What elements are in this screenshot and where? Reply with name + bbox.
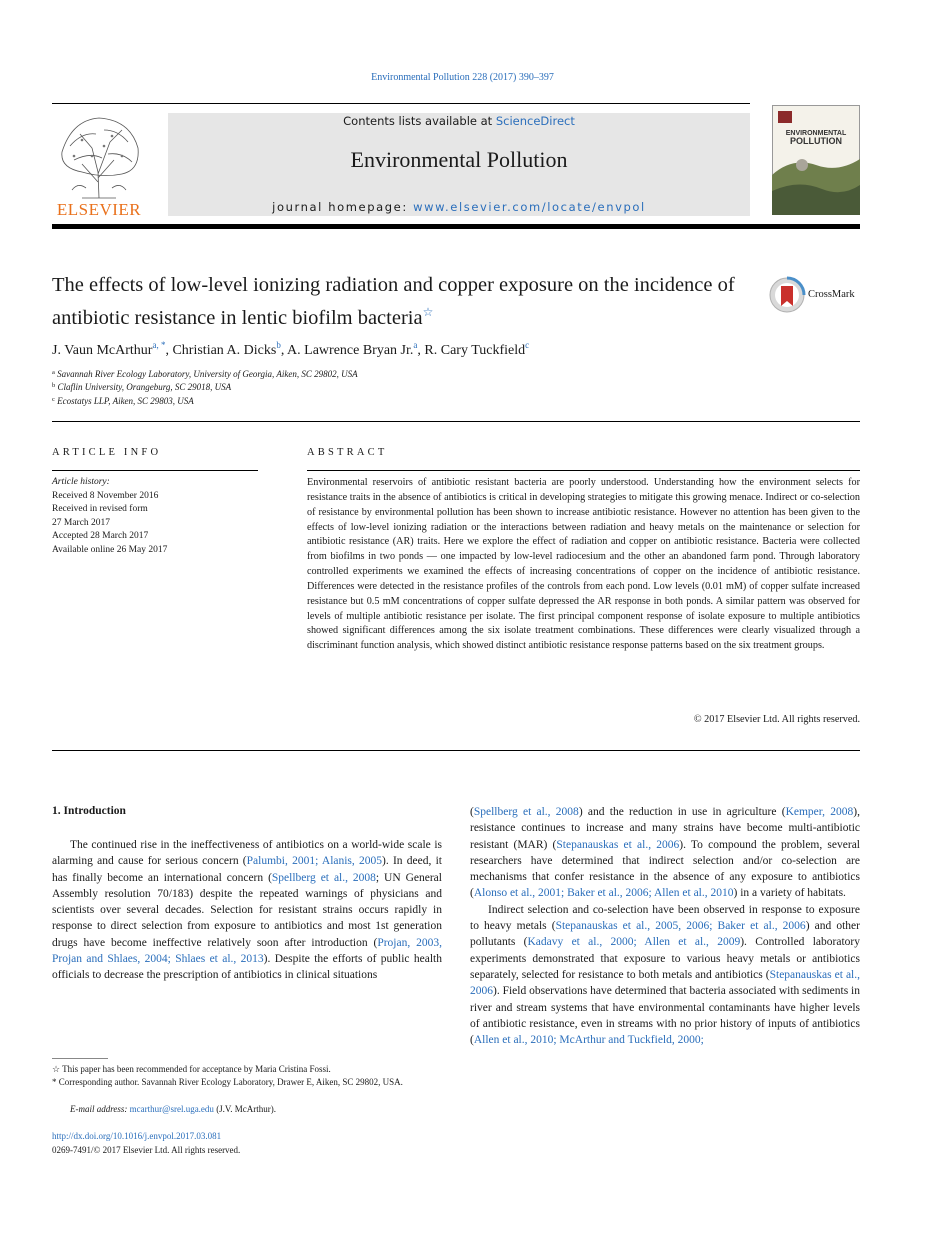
body-text: ) in a variety of habitats. [733,887,846,900]
body-column-right [470,804,860,1048]
homepage-link[interactable]: www.elsevier.com/locate/envpol [413,200,646,214]
body-column-left [52,837,442,984]
citation-link[interactable]: Allen et al., 2010; McArthur and Tuckfield, 2000; [473,1034,704,1047]
article-info-rule [52,470,258,471]
footnote-star: ☆ This paper has been recommended for acceptance by Maria Cristina Fossi. [52,1064,331,1074]
citation-link[interactable]: Spellberg et al., 2008 [271,871,376,884]
intro-paragraph [470,804,860,902]
history-label: Article history: [52,477,110,487]
introduction-heading: 1. Introduction [52,805,126,817]
abstract-heading: ABSTRACT [307,447,388,458]
citation-link[interactable]: Stepanauskas et al., 2006 [556,838,680,851]
affiliation-b [52,382,231,392]
doi-link[interactable]: http://dx.doi.org/10.1016/j.envpol.2017.03.081 [52,1131,222,1141]
body-text: ). In deed, it has finally become an international concern ( [52,855,442,884]
author-separator: , [165,343,173,358]
body-text: ) and the reduction in use in agriculture ( [578,806,786,818]
header-rule [52,103,750,104]
issn-line: 0269-7491/© 2017 Elsevier Ltd. All rights reserved. [52,1145,241,1155]
footnote-corresponding: * Corresponding author. Savannah River Ecology Laboratory, Drawer E, Aiken, SC 29802, USA. [52,1077,403,1087]
author-affiliation-mark[interactable]: b [276,340,281,350]
body-text: ). Despite the efforts of public health officials to decrease the prescription of antibiotics in clinical situations [52,953,442,982]
email-link[interactable]: mcarthur@srel.uga.edu [129,1104,214,1114]
abstract-copyright: © 2017 Elsevier Ltd. All rights reserved. [693,714,860,725]
citation-link[interactable]: Projan, 2003, Projan and Shlaes, 2004; Shlaes et al., 2013 [52,936,442,966]
body-text: ) and other pollutants ( [470,920,860,949]
affiliation-c [52,396,194,406]
abstract-bottom-rule [52,750,860,751]
affiliation-text: Ecostatys LLP, Aiken, SC 29803, USA [57,396,194,406]
article-title-text: The effects of low-level ionizing radiation and copper exposure on the incidence of antibiotic resistance in lentic biofilm bacteria [52,274,735,329]
author-affiliation-mark[interactable]: a, * [152,340,166,350]
footnote-rule [52,1058,108,1059]
citation-link[interactable]: Stepanauskas et al., 2006 [470,968,860,998]
article-info-heading: ARTICLE INFO [52,447,162,458]
author-affiliation-mark[interactable]: c [525,340,530,350]
section-rule [52,421,860,422]
citation-link[interactable]: Spellberg et al., 2008 [473,806,579,818]
author-separator: , [417,343,425,358]
body-text: ; UN General Assembly resolution 70/183) despite the repeated warnings of physicians and scientists over several decades. Selection for resistant strains occurs rapidly in response to direct selection from exposure to antibiotics and most 1st generation drugs have become ineffective relatively soon after introduction ( [52,871,442,949]
author-name: A. Lawrence Bryan Jr. [287,343,414,358]
journal-title: Environmental Pollution [350,147,568,172]
email-label: E-mail address: [70,1104,130,1114]
journal-reference[interactable]: Environmental Pollution 228 (2017) 390–397 [371,72,554,83]
body-text: The continued rise in the ineffectiveness of antibiotics on a world-wide scale is alarming and cause for serious concern ( [52,839,442,868]
body-text: ( [470,806,474,818]
intro-paragraph [470,902,860,1049]
contents-line [168,114,750,128]
history-item: 27 March 2017 [52,517,111,528]
abstract-text: Environmental reservoirs of antibiotic resistant bacteria are poorly understood. Understanding how the environment selects for resistance traits in the absence of antibiotics is critical in developing strategies to mitigate this growing menace. Indirect or co-selection of resistance by environmental pollution has been shown to increase antibiotic resistance. However no attention has been given to the effects of low-level ionizing radiation or the interactions between radiation and heavy metals on the maintenance or selection for antibiotic resistance (AR) traits. Here we explore the effect of radiation and copper on antibiotic resistance. Bacteria were collected from biofilms in two ponds — one impacted by low-level radiocesium and the other an abandoned farm pond. Through laboratory controlled experiments we examined the effects of increasing concentrations of copper on the incidence of antibiotic resistance. Differences were detected in the resistance profiles of the controls from each pond. Low levels (0.01 mM) of copper sulfate increased resistance but 0.5 mM concentrations of copper sulfate depressed the AR response in both ponds. A similar pattern was observed for levels of multiple antibiotic resistance per isolate. The first principal component response of isolate exposure to multiple antibiotics showed significant differences among the six isolate treatment combinations. These differences were clearly visualized through a discriminant function analysis, which showed distinct antibiotic resistance response patterns based on the six treatment groups. [307,477,860,652]
affiliation-key: c [52,396,55,403]
affiliation-text: Claflin University, Orangeburg, SC 29018, USA [57,382,232,392]
author-separator: , [280,343,288,358]
sciencedirect-link[interactable]: ScienceDirect [495,114,575,128]
cover-title-2: POLLUTION [790,136,842,146]
email-owner: (J.V. McArthur). [213,1104,277,1114]
history-item: Received 8 November 2016 [52,490,159,501]
journal-cover-image[interactable] [772,105,860,215]
body-text: ), resistance continues to increase and many strains have become multi-antibiotic resistant (MAR) ( [470,806,860,851]
homepage-line [168,200,750,214]
author-list [52,340,529,359]
homepage-prefix: journal homepage: [272,200,414,214]
citation-link[interactable]: Kemper, 2008 [785,806,854,818]
contents-prefix: Contents lists available at [343,114,496,128]
history-item: Available online 26 May 2017 [52,544,168,555]
crossmark-label[interactable]: CrossMark [808,289,855,300]
body-text: ). Field observations have determined that bacteria associated with sediments in river and stream systems that have environmental contaminants have higher levels of antibiotic resistance, even in streams with no prior history of inputs of antibiotics ( [470,985,860,1047]
affiliation-text: Savannah River Ecology Laboratory, University of Georgia, Aiken, SC 29802, USA [57,369,358,379]
history-item: Received in revised form [52,504,148,514]
affiliation-key: b [52,382,56,389]
article-history [52,476,262,557]
citation-link[interactable]: Alonso et al., 2001; Baker et al., 2006; Allen et al., 2010 [473,887,734,900]
affiliation-a [52,369,358,379]
cover-title-1: ENVIRONMENTAL [785,130,847,137]
footnote-email [70,1103,460,1116]
body-text: ). Controlled laboratory experiments demonstrated that exposure to various heavy metals or antibiotics separately, selected for resistance to both metals and antibiotics ( [470,936,860,981]
intro-paragraph [52,837,442,984]
author-name: Christian A. Dicks [172,343,277,358]
author-name: J. Vaun McArthur [52,343,153,358]
author-name: R. Cary Tuckfield [424,343,526,358]
author-affiliation-mark[interactable]: a [413,340,418,350]
citation-link[interactable]: Kadavy et al., 2000; Allen et al., 2009 [527,936,741,949]
citation-link[interactable]: Palumbi, 2001; Alanis, 2005 [246,855,383,868]
title-footnote-mark[interactable]: ☆ [422,305,434,319]
body-text: ). To compound the problem, several researchers have determined that indirect selection and/or co-selection are mechanisms that confer resistance in the absence of any exposure to antibiotics ( [470,838,860,900]
abstract-rule [307,470,860,471]
body-text: Indirect selection and co-selection have been observed in response to exposure to heavy metals ( [470,903,860,933]
elsevier-wordmark: ELSEVIER [56,200,142,219]
affiliation-key: a [52,369,55,376]
article-title [52,272,762,332]
history-item: Accepted 28 March 2017 [52,531,149,541]
header-thick-rule [52,224,860,229]
citation-link[interactable]: Stepanauskas et al., 2005, 2006; Baker et al., 2006 [555,920,806,933]
